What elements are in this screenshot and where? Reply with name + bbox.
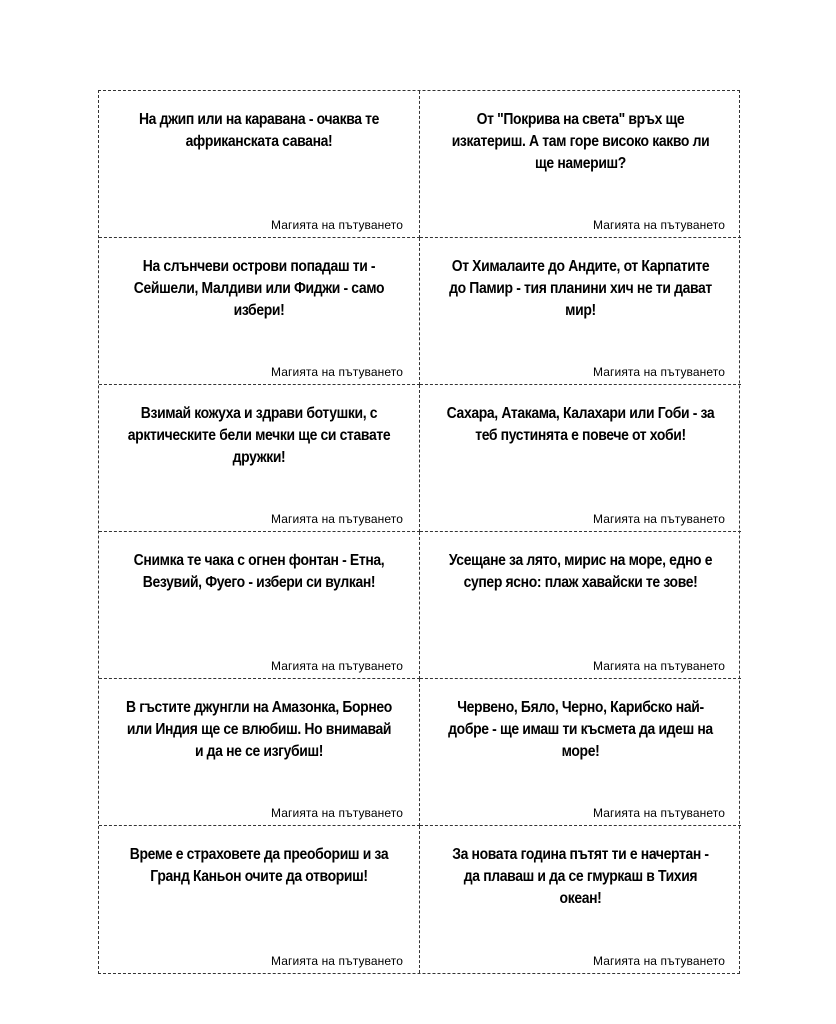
card [420, 532, 741, 679]
card-text: Снимка те чака с огнен фонтан - Етна, Везувий, Фуего - избери си вулкан! [133, 552, 385, 591]
card-sheet [98, 90, 740, 974]
card-footer: Магията на пътуването [593, 806, 725, 820]
card-footer: Магията на пътуването [593, 659, 725, 673]
card-text: На джип или на каравана - очаква те африканската савана! [138, 111, 380, 150]
card-footer: Магията на пътуването [593, 954, 725, 968]
card [420, 385, 741, 532]
card-footer: Магията на пътуването [593, 365, 725, 379]
card [99, 679, 420, 826]
card-footer: Магията на пътуването [593, 218, 725, 232]
card-footer: Магията на пътуването [271, 806, 403, 820]
card-text: От "Покрива на света" връх ще изкатериш. А там горе високо какво ли ще намериш? [451, 111, 710, 172]
card-footer: Магията на пътуването [271, 954, 403, 968]
card-footer: Магията на пътуването [593, 512, 725, 526]
card-text: За новата година пътят ти е начертан - да плаваш и да се гмуркаш в Тихия океан! [452, 846, 709, 907]
card [99, 238, 420, 385]
card-text: В гъстите джунгли на Амазонка, Борнео или Индия ще се влюбиш. Но внимавай и да не се изгубиш! [126, 699, 392, 760]
card [420, 826, 741, 973]
card [420, 91, 741, 238]
card-text: Време е страховете да преобориш и за Гранд Каньон очите да отвориш! [129, 846, 389, 885]
card [99, 826, 420, 973]
card-footer: Магията на пътуването [271, 659, 403, 673]
card [99, 385, 420, 532]
card-text: На слънчеви острови попадаш ти - Сейшели, Малдиви или Фиджи - само избери! [133, 258, 385, 319]
card [420, 238, 741, 385]
card-text: От Хималаите до Андите, от Карпатите до Памир - тия планини хич не ти дават мир! [449, 258, 712, 319]
card-text: Сахара, Атакама, Калахари или Гоби - за теб пустинята е повече от хоби! [446, 405, 715, 444]
card-footer: Магията на пътуването [271, 512, 403, 526]
card [99, 91, 420, 238]
card [99, 532, 420, 679]
card-footer: Магията на пътуването [271, 365, 403, 379]
card-text: Взимай кожуха и здрави ботушки, с арктическите бели мечки ще си ставате дружки! [127, 405, 391, 466]
card-text: Червено, Бяло, Черно, Карибско най-добре - ще имаш ти късмета да идеш на море! [448, 699, 713, 760]
card [420, 679, 741, 826]
card-footer: Магията на пътуването [271, 218, 403, 232]
card-text: Усещане за лято, мирис на море, едно е супер ясно: плаж хавайски те зове! [448, 552, 713, 591]
